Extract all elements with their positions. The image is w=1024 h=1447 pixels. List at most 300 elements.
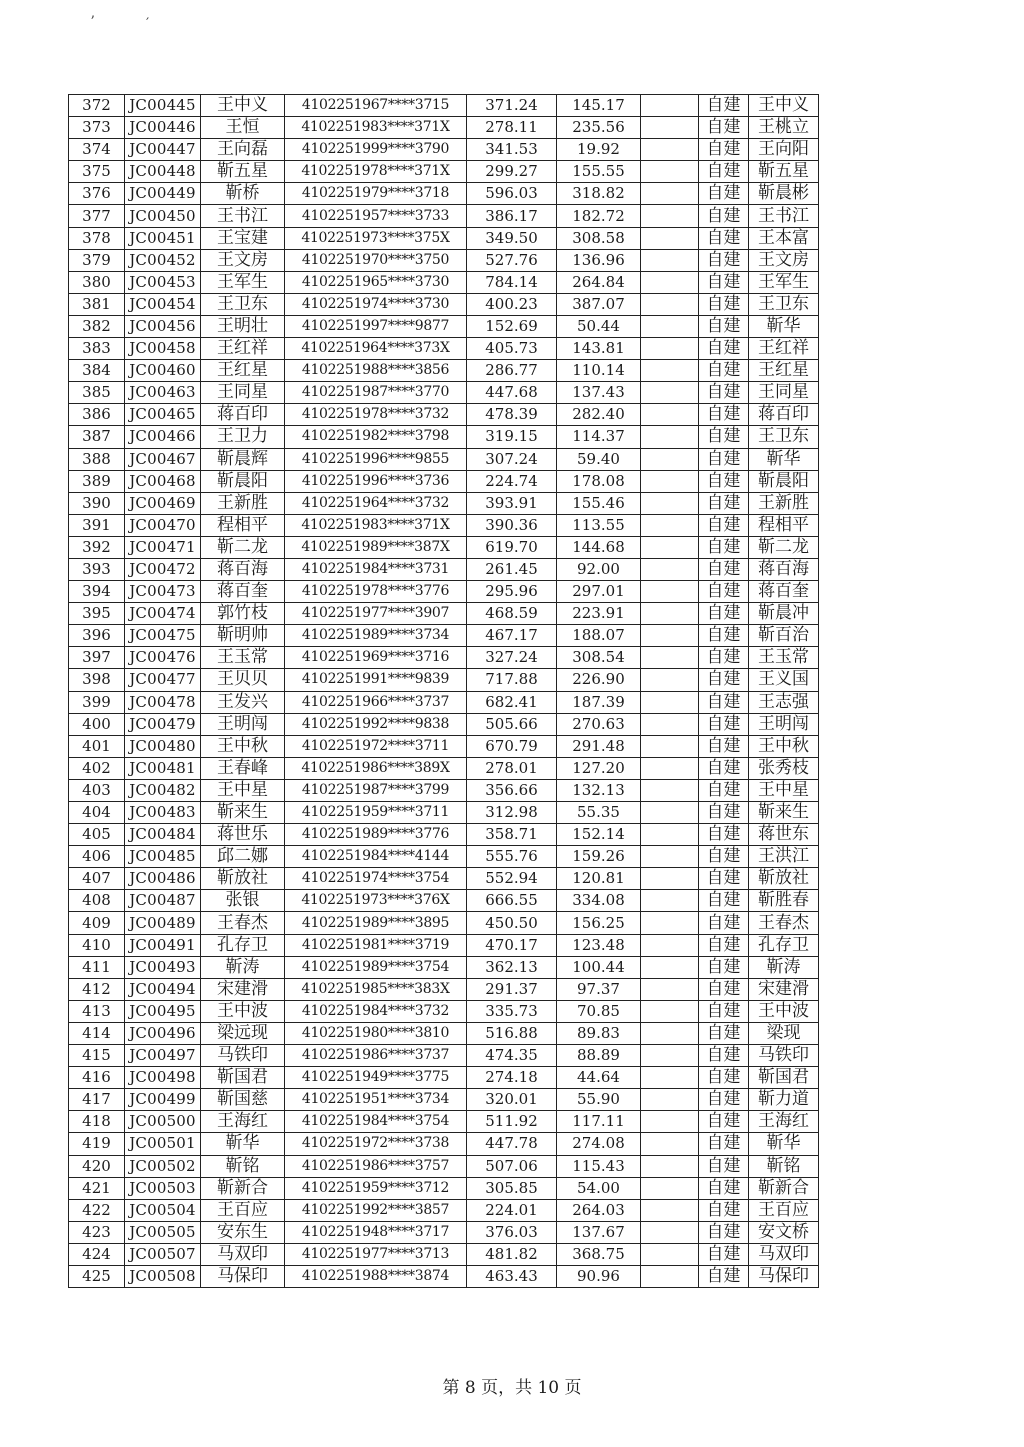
id-number-cell: 4102251992****9838 (285, 713, 467, 735)
blank-cell (641, 691, 699, 713)
area-cell: 474.35 (467, 1045, 557, 1067)
id-number-cell: 4102251978****3732 (285, 404, 467, 426)
area-cell: 291.37 (467, 978, 557, 1000)
id-number-cell: 4102251999****3790 (285, 139, 467, 161)
name-cell: 王宝建 (201, 227, 285, 249)
row-number-cell: 392 (69, 536, 125, 558)
blank-cell (641, 448, 699, 470)
area2-cell: 110.14 (557, 360, 641, 382)
record-code-cell: JC00491 (125, 934, 201, 956)
row-number-cell: 394 (69, 581, 125, 603)
record-code-cell: JC00496 (125, 1022, 201, 1044)
name-cell: 王恒 (201, 117, 285, 139)
table-row (69, 1221, 819, 1243)
area2-cell: 55.35 (557, 802, 641, 824)
id-number-cell: 4102251964****373X (285, 338, 467, 360)
blank-cell (641, 757, 699, 779)
owner-cell: 王桃立 (749, 117, 819, 139)
name-cell: 蒋世乐 (201, 824, 285, 846)
id-number-cell: 4102251967****3715 (285, 95, 467, 117)
table-row (69, 95, 819, 117)
owner-cell: 王书江 (749, 205, 819, 227)
id-number-cell: 4102251978****3776 (285, 581, 467, 603)
owner-cell: 蒋百海 (749, 558, 819, 580)
id-number-cell: 4102251969****3716 (285, 647, 467, 669)
owner-cell: 靳力道 (749, 1089, 819, 1111)
row-number-cell: 383 (69, 338, 125, 360)
table-row (69, 536, 819, 558)
area2-cell: 137.43 (557, 382, 641, 404)
owner-cell: 靳新合 (749, 1177, 819, 1199)
build-type-cell: 自建 (699, 271, 749, 293)
area-cell: 278.11 (467, 117, 557, 139)
owner-cell: 王文房 (749, 249, 819, 271)
area-cell: 305.85 (467, 1177, 557, 1199)
build-type-cell: 自建 (699, 1000, 749, 1022)
area2-cell: 143.81 (557, 338, 641, 360)
blank-cell (641, 1133, 699, 1155)
table-row (69, 315, 819, 337)
record-code-cell: JC00503 (125, 1177, 201, 1199)
area2-cell: 274.08 (557, 1133, 641, 1155)
id-number-cell: 4102251949****3775 (285, 1067, 467, 1089)
record-code-cell: JC00465 (125, 404, 201, 426)
row-number-cell: 375 (69, 161, 125, 183)
area2-cell: 187.39 (557, 691, 641, 713)
record-code-cell: JC00458 (125, 338, 201, 360)
id-number-cell: 4102251989****3895 (285, 912, 467, 934)
name-cell: 安东生 (201, 1221, 285, 1243)
owner-cell: 靳铭 (749, 1155, 819, 1177)
build-type-cell: 自建 (699, 426, 749, 448)
blank-cell (641, 1089, 699, 1111)
owner-cell: 靳晨彬 (749, 183, 819, 205)
name-cell: 王红祥 (201, 338, 285, 360)
table-row (69, 1000, 819, 1022)
table-row (69, 183, 819, 205)
build-type-cell: 自建 (699, 912, 749, 934)
owner-cell: 蒋百奎 (749, 581, 819, 603)
blank-cell (641, 824, 699, 846)
record-code-cell: JC00452 (125, 249, 201, 271)
owner-cell: 王中秋 (749, 735, 819, 757)
build-type-cell: 自建 (699, 404, 749, 426)
table-row (69, 625, 819, 647)
id-number-cell: 4102251996****9855 (285, 448, 467, 470)
build-type-cell: 自建 (699, 669, 749, 691)
record-code-cell: JC00497 (125, 1045, 201, 1067)
owner-cell: 马铁印 (749, 1045, 819, 1067)
housing-records-table (68, 94, 819, 1288)
id-number-cell: 4102251977****3907 (285, 603, 467, 625)
name-cell: 靳新合 (201, 1177, 285, 1199)
owner-cell: 王军生 (749, 271, 819, 293)
row-number-cell: 422 (69, 1199, 125, 1221)
owner-cell: 王中星 (749, 779, 819, 801)
area-cell: 468.59 (467, 603, 557, 625)
id-number-cell: 4102251984****4144 (285, 846, 467, 868)
area2-cell: 334.08 (557, 890, 641, 912)
build-type-cell: 自建 (699, 1177, 749, 1199)
table-row (69, 691, 819, 713)
area2-cell: 115.43 (557, 1155, 641, 1177)
blank-cell (641, 1067, 699, 1089)
row-number-cell: 399 (69, 691, 125, 713)
build-type-cell: 自建 (699, 1045, 749, 1067)
blank-cell (641, 117, 699, 139)
build-type-cell: 自建 (699, 558, 749, 580)
blank-cell (641, 139, 699, 161)
build-type-cell: 自建 (699, 315, 749, 337)
table-row (69, 912, 819, 934)
record-code-cell: JC00480 (125, 735, 201, 757)
record-code-cell: JC00450 (125, 205, 201, 227)
row-number-cell: 424 (69, 1243, 125, 1265)
row-number-cell: 414 (69, 1022, 125, 1044)
record-code-cell: JC00482 (125, 779, 201, 801)
table-row (69, 1265, 819, 1287)
build-type-cell: 自建 (699, 1155, 749, 1177)
area2-cell: 264.03 (557, 1199, 641, 1221)
owner-cell: 靳百治 (749, 625, 819, 647)
name-cell: 靳国君 (201, 1067, 285, 1089)
table-row (69, 603, 819, 625)
name-cell: 靳华 (201, 1133, 285, 1155)
area2-cell: 308.54 (557, 647, 641, 669)
row-number-cell: 423 (69, 1221, 125, 1243)
blank-cell (641, 779, 699, 801)
row-number-cell: 391 (69, 514, 125, 536)
record-code-cell: JC00507 (125, 1243, 201, 1265)
area2-cell: 97.37 (557, 978, 641, 1000)
owner-cell: 蒋百印 (749, 404, 819, 426)
build-type-cell: 自建 (699, 956, 749, 978)
name-cell: 邱二娜 (201, 846, 285, 868)
id-number-cell: 4102251987****3799 (285, 779, 467, 801)
row-number-cell: 403 (69, 779, 125, 801)
blank-cell (641, 890, 699, 912)
build-type-cell: 自建 (699, 1221, 749, 1243)
build-type-cell: 自建 (699, 1243, 749, 1265)
area-cell: 405.73 (467, 338, 557, 360)
record-code-cell: JC00474 (125, 603, 201, 625)
build-type-cell: 自建 (699, 1022, 749, 1044)
area-cell: 349.50 (467, 227, 557, 249)
table-row (69, 1155, 819, 1177)
blank-cell (641, 492, 699, 514)
area-cell: 400.23 (467, 293, 557, 315)
build-type-cell: 自建 (699, 1111, 749, 1133)
area2-cell: 70.85 (557, 1000, 641, 1022)
name-cell: 梁远现 (201, 1022, 285, 1044)
owner-cell: 王本富 (749, 227, 819, 249)
id-number-cell: 4102251986****389X (285, 757, 467, 779)
table-row (69, 1045, 819, 1067)
area-cell: 470.17 (467, 934, 557, 956)
name-cell: 靳二龙 (201, 536, 285, 558)
table-row (69, 271, 819, 293)
area-cell: 516.88 (467, 1022, 557, 1044)
blank-cell (641, 735, 699, 757)
table-row (69, 1111, 819, 1133)
blank-cell (641, 669, 699, 691)
record-code-cell: JC00447 (125, 139, 201, 161)
blank-cell (641, 1000, 699, 1022)
area-cell: 312.98 (467, 802, 557, 824)
record-code-cell: JC00454 (125, 293, 201, 315)
area-cell: 327.24 (467, 647, 557, 669)
id-number-cell: 4102251982****3798 (285, 426, 467, 448)
blank-cell (641, 470, 699, 492)
blank-cell (641, 802, 699, 824)
blank-cell (641, 558, 699, 580)
blank-cell (641, 514, 699, 536)
owner-cell: 王春杰 (749, 912, 819, 934)
area-cell: 596.03 (467, 183, 557, 205)
record-code-cell: JC00508 (125, 1265, 201, 1287)
area-cell: 356.66 (467, 779, 557, 801)
id-number-cell: 4102251981****3719 (285, 934, 467, 956)
area-cell: 527.76 (467, 249, 557, 271)
area2-cell: 100.44 (557, 956, 641, 978)
owner-cell: 靳胜春 (749, 890, 819, 912)
blank-cell (641, 271, 699, 293)
blank-cell (641, 404, 699, 426)
blank-cell (641, 315, 699, 337)
area-cell: 224.74 (467, 470, 557, 492)
name-cell: 靳涛 (201, 956, 285, 978)
blank-cell (641, 956, 699, 978)
name-cell: 王卫力 (201, 426, 285, 448)
build-type-cell: 自建 (699, 713, 749, 735)
area-cell: 376.03 (467, 1221, 557, 1243)
id-number-cell: 4102251989****3734 (285, 625, 467, 647)
build-type-cell: 自建 (699, 1265, 749, 1287)
blank-cell (641, 1155, 699, 1177)
id-number-cell: 4102251973****376X (285, 890, 467, 912)
build-type-cell: 自建 (699, 802, 749, 824)
table-row (69, 492, 819, 514)
area2-cell: 152.14 (557, 824, 641, 846)
id-number-cell: 4102251984****3731 (285, 558, 467, 580)
row-number-cell: 396 (69, 625, 125, 647)
name-cell: 王卫东 (201, 293, 285, 315)
build-type-cell: 自建 (699, 603, 749, 625)
record-code-cell: JC00501 (125, 1133, 201, 1155)
area-cell: 507.06 (467, 1155, 557, 1177)
id-number-cell: 4102251980****3810 (285, 1022, 467, 1044)
name-cell: 王中星 (201, 779, 285, 801)
owner-cell: 梁现 (749, 1022, 819, 1044)
record-code-cell: JC00498 (125, 1067, 201, 1089)
name-cell: 靳来生 (201, 802, 285, 824)
table-row (69, 934, 819, 956)
blank-cell (641, 581, 699, 603)
record-code-cell: JC00468 (125, 470, 201, 492)
area-cell: 478.39 (467, 404, 557, 426)
name-cell: 蒋百印 (201, 404, 285, 426)
id-number-cell: 4102251974****3754 (285, 868, 467, 890)
blank-cell (641, 360, 699, 382)
row-number-cell: 386 (69, 404, 125, 426)
id-number-cell: 4102251973****375X (285, 227, 467, 249)
table-row (69, 735, 819, 757)
record-code-cell: JC00445 (125, 95, 201, 117)
id-number-cell: 4102251959****3712 (285, 1177, 467, 1199)
name-cell: 靳明帅 (201, 625, 285, 647)
record-code-cell: JC00472 (125, 558, 201, 580)
area-cell: 481.82 (467, 1243, 557, 1265)
id-number-cell: 4102251959****3711 (285, 802, 467, 824)
record-code-cell: JC00469 (125, 492, 201, 514)
area-cell: 390.36 (467, 514, 557, 536)
row-number-cell: 411 (69, 956, 125, 978)
blank-cell (641, 934, 699, 956)
owner-cell: 王玉常 (749, 647, 819, 669)
owner-cell: 王中义 (749, 95, 819, 117)
id-number-cell: 4102251986****3757 (285, 1155, 467, 1177)
record-code-cell: JC00481 (125, 757, 201, 779)
area-cell: 341.53 (467, 139, 557, 161)
owner-cell: 王新胜 (749, 492, 819, 514)
owner-cell: 王红祥 (749, 338, 819, 360)
table-row (69, 1199, 819, 1221)
name-cell: 王军生 (201, 271, 285, 293)
record-code-cell: JC00495 (125, 1000, 201, 1022)
row-number-cell: 388 (69, 448, 125, 470)
id-number-cell: 4102251989****387X (285, 536, 467, 558)
row-number-cell: 412 (69, 978, 125, 1000)
area2-cell: 318.82 (557, 183, 641, 205)
blank-cell (641, 868, 699, 890)
row-number-cell: 387 (69, 426, 125, 448)
owner-cell: 王红星 (749, 360, 819, 382)
table-row (69, 978, 819, 1000)
blank-cell (641, 1265, 699, 1287)
page-footer: 第 8 页，共 10 页 (442, 1378, 582, 1398)
area2-cell: 282.40 (557, 404, 641, 426)
record-code-cell: JC00489 (125, 912, 201, 934)
id-number-cell: 4102251957****3733 (285, 205, 467, 227)
table-row (69, 404, 819, 426)
name-cell: 靳晨辉 (201, 448, 285, 470)
area-cell: 447.68 (467, 382, 557, 404)
table-row (69, 713, 819, 735)
build-type-cell: 自建 (699, 492, 749, 514)
record-code-cell: JC00467 (125, 448, 201, 470)
row-number-cell: 395 (69, 603, 125, 625)
row-number-cell: 416 (69, 1067, 125, 1089)
table-row (69, 426, 819, 448)
id-number-cell: 4102251951****3734 (285, 1089, 467, 1111)
blank-cell (641, 293, 699, 315)
row-number-cell: 397 (69, 647, 125, 669)
id-number-cell: 4102251970****3750 (285, 249, 467, 271)
name-cell: 靳放社 (201, 868, 285, 890)
table-row (69, 227, 819, 249)
area2-cell: 117.11 (557, 1111, 641, 1133)
owner-cell: 靳国君 (749, 1067, 819, 1089)
record-code-cell: JC00500 (125, 1111, 201, 1133)
row-number-cell: 390 (69, 492, 125, 514)
area-cell: 511.92 (467, 1111, 557, 1133)
table-row (69, 249, 819, 271)
owner-cell: 王洪江 (749, 846, 819, 868)
name-cell: 王红星 (201, 360, 285, 382)
build-type-cell: 自建 (699, 779, 749, 801)
owner-cell: 王百应 (749, 1199, 819, 1221)
build-type-cell: 自建 (699, 735, 749, 757)
area2-cell: 308.58 (557, 227, 641, 249)
row-number-cell: 374 (69, 139, 125, 161)
owner-cell: 宋建滑 (749, 978, 819, 1000)
row-number-cell: 384 (69, 360, 125, 382)
area2-cell: 155.46 (557, 492, 641, 514)
name-cell: 孔存卫 (201, 934, 285, 956)
table-row (69, 558, 819, 580)
id-number-cell: 4102251974****3730 (285, 293, 467, 315)
record-code-cell: JC00456 (125, 315, 201, 337)
row-number-cell: 409 (69, 912, 125, 934)
area-cell: 274.18 (467, 1067, 557, 1089)
row-number-cell: 382 (69, 315, 125, 337)
owner-cell: 靳涛 (749, 956, 819, 978)
area2-cell: 44.64 (557, 1067, 641, 1089)
blank-cell (641, 1243, 699, 1265)
blank-cell (641, 426, 699, 448)
area-cell: 261.45 (467, 558, 557, 580)
blank-cell (641, 382, 699, 404)
table-row (69, 1022, 819, 1044)
blank-cell (641, 183, 699, 205)
row-number-cell: 407 (69, 868, 125, 890)
owner-cell: 王卫东 (749, 426, 819, 448)
owner-cell: 安文桥 (749, 1221, 819, 1243)
record-code-cell: JC00476 (125, 647, 201, 669)
owner-cell: 王志强 (749, 691, 819, 713)
blank-cell (641, 978, 699, 1000)
record-code-cell: JC00504 (125, 1199, 201, 1221)
row-number-cell: 418 (69, 1111, 125, 1133)
table-row (69, 1177, 819, 1199)
build-type-cell: 自建 (699, 227, 749, 249)
row-number-cell: 404 (69, 802, 125, 824)
build-type-cell: 自建 (699, 890, 749, 912)
build-type-cell: 自建 (699, 470, 749, 492)
name-cell: 马保印 (201, 1265, 285, 1287)
blank-cell (641, 603, 699, 625)
row-number-cell: 377 (69, 205, 125, 227)
table-row (69, 757, 819, 779)
area-cell: 717.88 (467, 669, 557, 691)
id-number-cell: 4102251948****3717 (285, 1221, 467, 1243)
record-code-cell: JC00466 (125, 426, 201, 448)
id-number-cell: 4102251972****3711 (285, 735, 467, 757)
owner-cell: 马保印 (749, 1265, 819, 1287)
record-code-cell: JC00446 (125, 117, 201, 139)
area2-cell: 90.96 (557, 1265, 641, 1287)
row-number-cell: 405 (69, 824, 125, 846)
id-number-cell: 4102251983****371X (285, 117, 467, 139)
id-number-cell: 4102251979****3718 (285, 183, 467, 205)
area-cell: 393.91 (467, 492, 557, 514)
table-row (69, 890, 819, 912)
table-row (69, 779, 819, 801)
row-number-cell: 408 (69, 890, 125, 912)
area-cell: 307.24 (467, 448, 557, 470)
owner-cell: 靳晨阳 (749, 470, 819, 492)
blank-cell (641, 846, 699, 868)
